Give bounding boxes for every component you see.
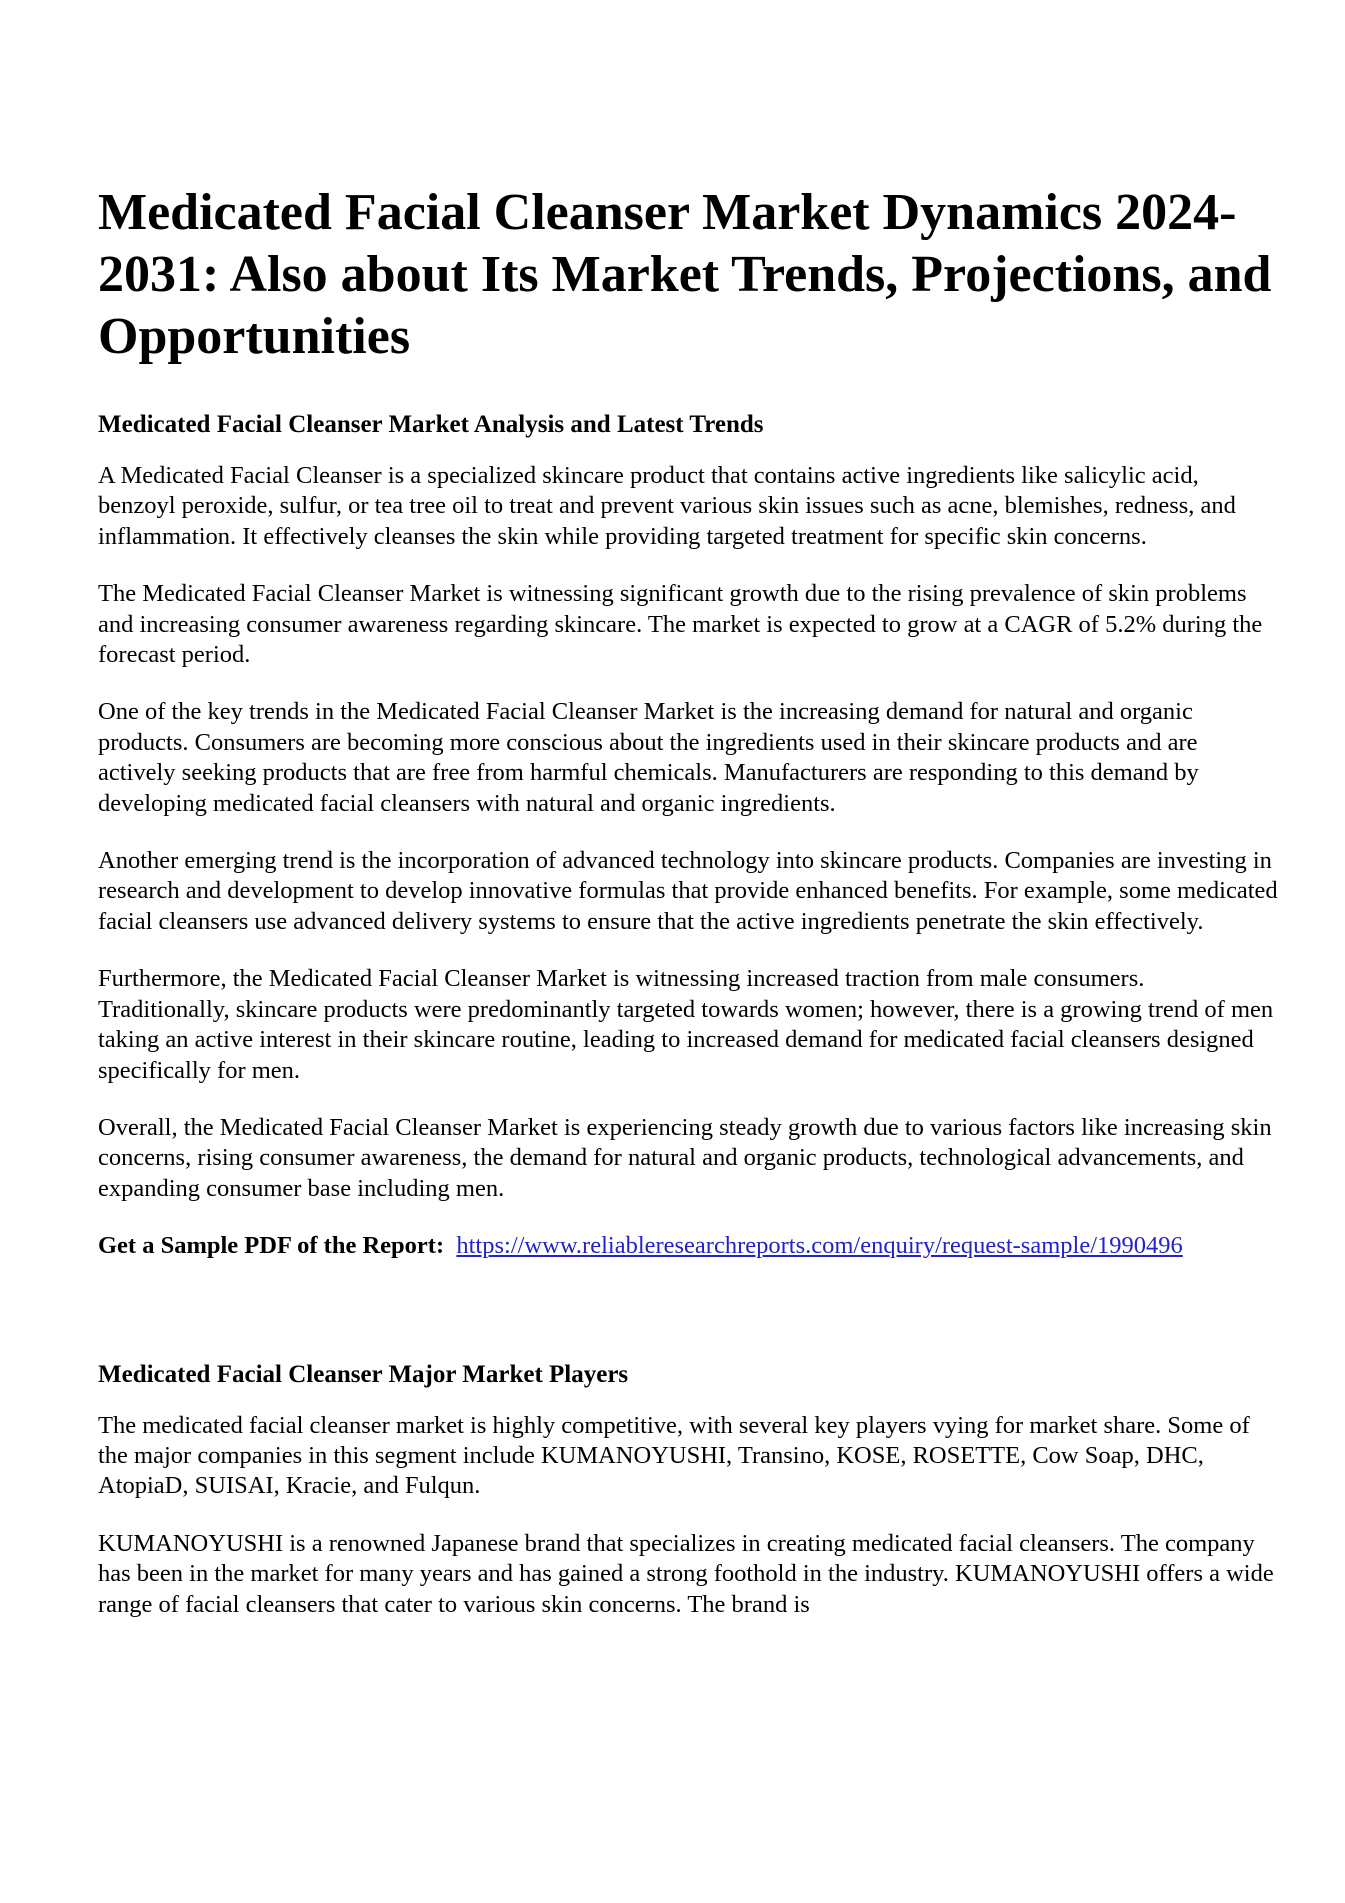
document-title: Medicated Facial Cleanser Market Dynamics 2024-2031: Also about Its Market Trends, Projections, and Opportunities [98,184,1272,365]
analysis-paragraph-definition: A Medicated Facial Cleanser is a specialized skincare product that contains active ingredients like salicylic acid, benzoyl peroxide, sulfur, or tea tree oil to treat and prevent various skin issues such as acne, blemishes, redness, and inflammation. It effectively cleanses the skin while providing targeted treatment for specific skin concerns. [98,462,1236,550]
players-heading: Medicated Facial Cleanser Major Market Players [98,1360,629,1388]
sample-pdf-link[interactable]: https://www.reliableresearchreports.com/enquiry/request-sample/1990496 [456,1232,1183,1260]
sample-pdf-label: Get a Sample PDF of the Report: [98,1232,445,1260]
analysis-paragraph-male-consumers: Furthermore, the Medicated Facial Cleanser Market is witnessing increased traction from male consumers. Traditionally, skincare products were predominantly targeted towards women; however, there is a growing trend of men taking an active interest in their skincare routine, leading to increased demand for medicated facial cleansers designed specifically for men. [98,965,1274,1084]
players-paragraph-kumanoyushi: KUMANOYUSHI is a renowned Japanese brand that specializes in creating medicated facial cleansers. The company has been in the market for many years and has gained a strong foothold in the industry. KUMANOYUSHI offers a wide range of facial cleansers that cater to various skin concerns. The brand is [98,1529,1274,1618]
sample-pdf-callout [98,1231,1278,1261]
players-paragraph-overview: The medicated facial cleanser market is highly competitive, with several key players vying for market share. Some of the major companies in this segment include KUMANOYUSHI, Transino, KOSE, ROSETTE, Cow Soap, DHC, AtopiaD, SUISAI, Kracie, and Fulqun. [98,1411,1250,1500]
analysis-paragraph-overall: Overall, the Medicated Facial Cleanser Market is experiencing steady growth due to various factors like increasing skin concerns, rising consumer awareness, the demand for natural and organic products, technological advancements, and expanding consumer base including men. [98,1113,1272,1202]
analysis-paragraph-growth: The Medicated Facial Cleanser Market is witnessing significant growth due to the rising prevalence of skin problems and increasing consumer awareness regarding skincare. The market is expected to grow at a CAGR of 5.2% during the forecast period. [98,580,1263,669]
document-page [98,182,1278,1647]
analysis-paragraph-natural-trend: One of the key trends in the Medicated Facial Cleanser Market is the increasing demand for natural and organic products. Consumers are becoming more conscious about the ingredients used in their skincare products and are actively seeking products that are free from harmful chemicals. Manufacturers are responding to this demand by developing medicated facial cleansers with natural and organic ingredients. [98,698,1199,817]
analysis-heading: Medicated Facial Cleanser Market Analysis and Latest Trends [98,411,764,438]
analysis-paragraph-technology-trend: Another emerging trend is the incorporation of advanced technology into skincare products. Companies are investing in research and development to develop innovative formulas that provide enhanced benefits. For example, some medicated facial cleansers use advanced delivery systems to ensure that the active ingredients penetrate the skin effectively. [98,847,1278,935]
